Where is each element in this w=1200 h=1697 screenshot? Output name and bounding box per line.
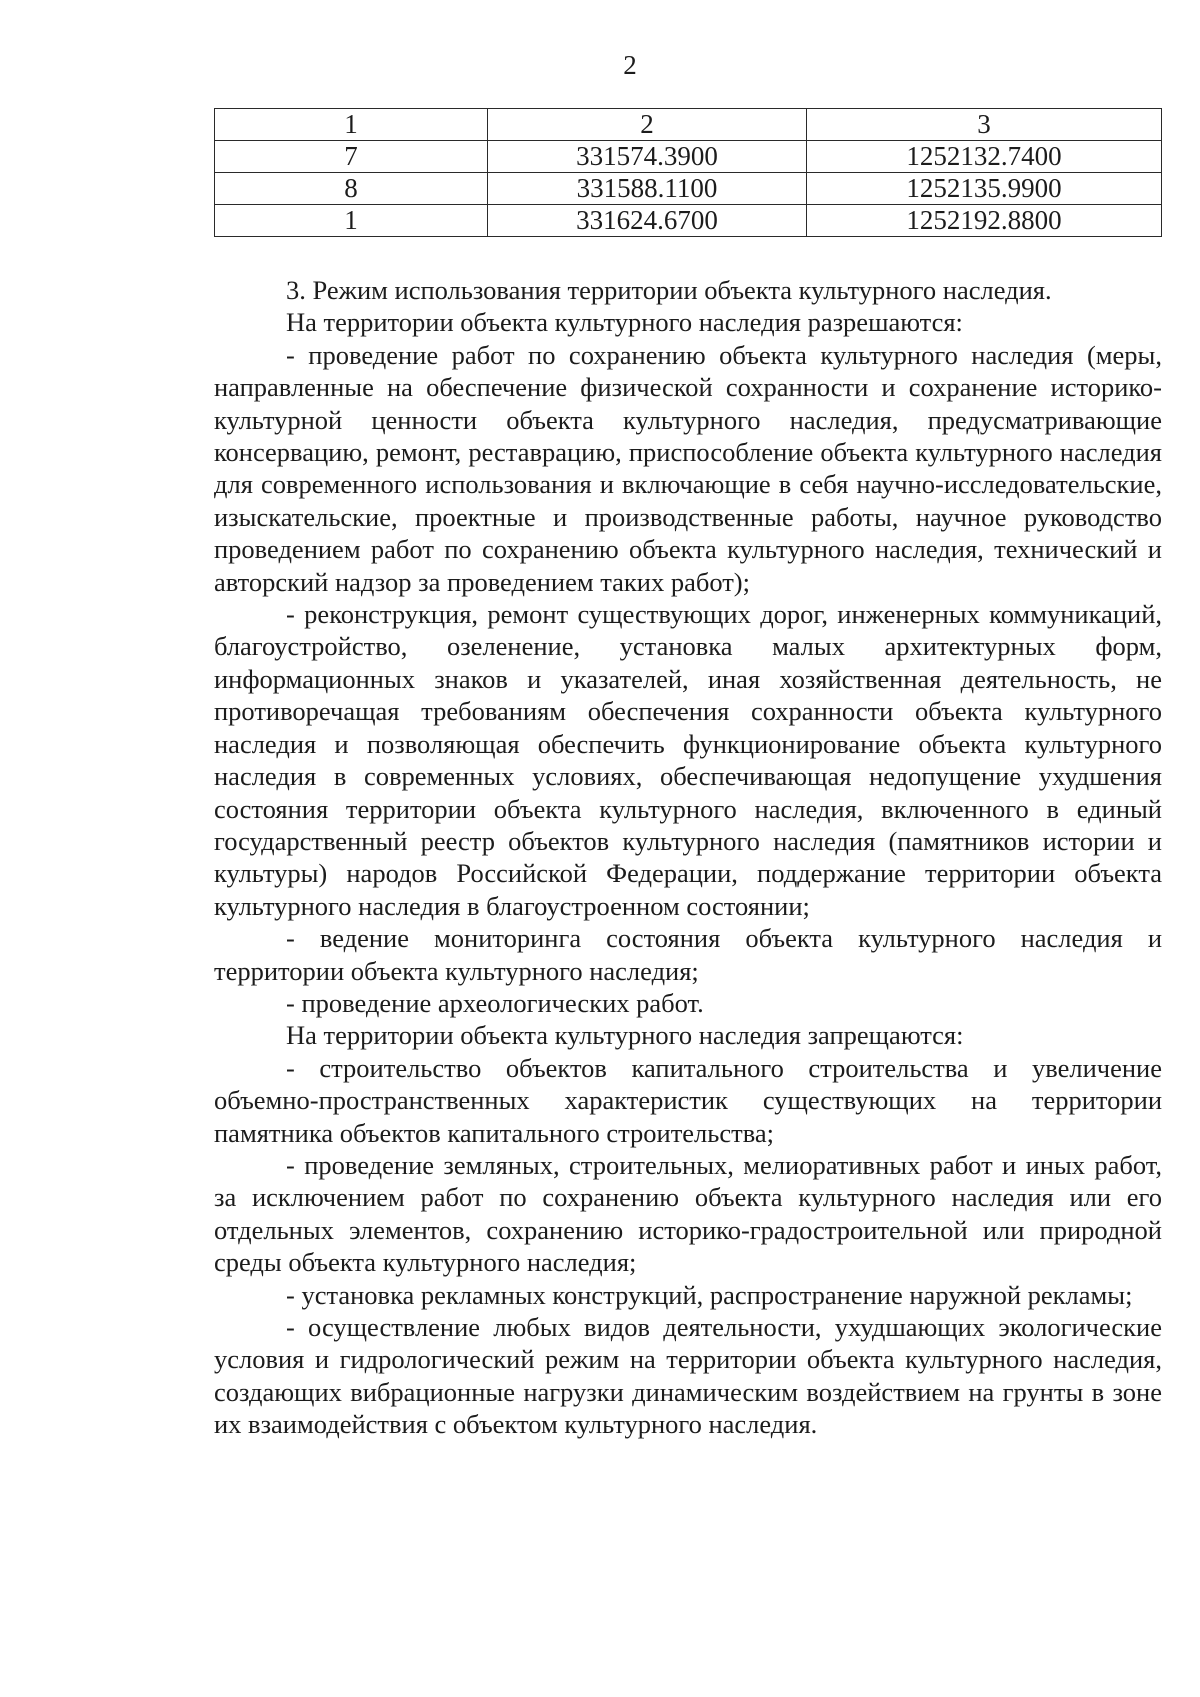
table-row — [215, 173, 1162, 205]
allowed-item: - проведение археологических работ. — [286, 987, 704, 1018]
coordinates-table — [214, 108, 1162, 237]
table-header-cell: 2 — [488, 109, 807, 141]
table-header-cell: 3 — [807, 109, 1162, 141]
allowed-item: - проведение работ по сохранению объекта культурного наследия (меры, направленные на обеспечение физической сохранности и сохранение историко-культурной ценности объекта культурного наследия, предусматривающие консервацию, ремонт, реставрацию, приспособление объекта культурного наследия для современного использования и включающие в себя научно-исследовательские, изыскательские, проектные и производственные работы, научное руководство проведением работ по сохранению объекта культурного наследия, технический и авторский надзор за проведением таких работ); — [214, 339, 1162, 597]
point-number-cell: 7 — [215, 141, 488, 173]
x-coordinate-cell: 331588.1100 — [488, 173, 807, 205]
table-header-cell: 1 — [215, 109, 488, 141]
y-coordinate-cell: 1252135.9900 — [807, 173, 1162, 205]
x-coordinate-cell: 331574.3900 — [488, 141, 807, 173]
allowed-item: - ведение мониторинга состояния объекта культурного наследия и территории объекта культурного наследия; — [214, 923, 1162, 986]
document-body — [214, 274, 1162, 1441]
y-coordinate-cell: 1252192.8800 — [807, 205, 1162, 237]
prohibited-item: - строительство объектов капитального строительства и увеличение объемно-пространственных характеристик существующих на территории памятника объектов капитального строительства; — [214, 1052, 1162, 1148]
table-row — [215, 141, 1162, 173]
table-header-row — [215, 109, 1162, 141]
point-number-cell: 1 — [215, 205, 488, 237]
page-number: 2 — [623, 50, 637, 80]
point-number-cell: 8 — [215, 173, 488, 205]
allowed-item: - реконструкция, ремонт существующих дорог, инженерных коммуникаций, благоустройство, озеленение, установка малых архитектурных форм, информационных знаков и указателей, иная хозяйственная деятельность, не противоречащая требованиям обеспечения сохранности объекта культурного наследия и позволяющая обеспечить функционирование объекта культурного наследия в современных условиях, обеспечивающая недопущение ухудшения состояния территории объекта культурного наследия, включенного в единый государственный реестр объектов культурного наследия (памятников истории и культуры) народов Российской Федерации, поддержание территории объекта культурного наследия в благоустроенном состоянии; — [214, 599, 1162, 921]
allowed-intro: На территории объекта культурного наследия разрешаются: — [286, 307, 963, 338]
y-coordinate-cell: 1252132.7400 — [807, 141, 1162, 173]
prohibited-item: - осуществление любых видов деятельности, ухудшающих экологические условия и гидрологический режим на территории объекта культурного наследия, создающих вибрационные нагрузки динамическим воздействием на грунты в зоне их взаимодействия с объектом культурного наследия. — [214, 1312, 1162, 1440]
prohibited-item: - установка рекламных конструкций, распространение наружной рекламы; — [286, 1279, 1133, 1310]
table-row — [215, 205, 1162, 237]
section-heading: 3. Режим использования территории объекта культурного наследия. — [286, 275, 1052, 305]
x-coordinate-cell: 331624.6700 — [488, 205, 807, 237]
prohibited-intro: На территории объекта культурного наследия запрещаются: — [286, 1020, 964, 1051]
prohibited-item: - проведение земляных, строительных, мелиоративных работ и иных работ, за исключением работ по сохранению объекта культурного наследия или его отдельных элементов, сохранению историко-градостроительной или природной среды объекта культурного наследия; — [214, 1149, 1162, 1278]
